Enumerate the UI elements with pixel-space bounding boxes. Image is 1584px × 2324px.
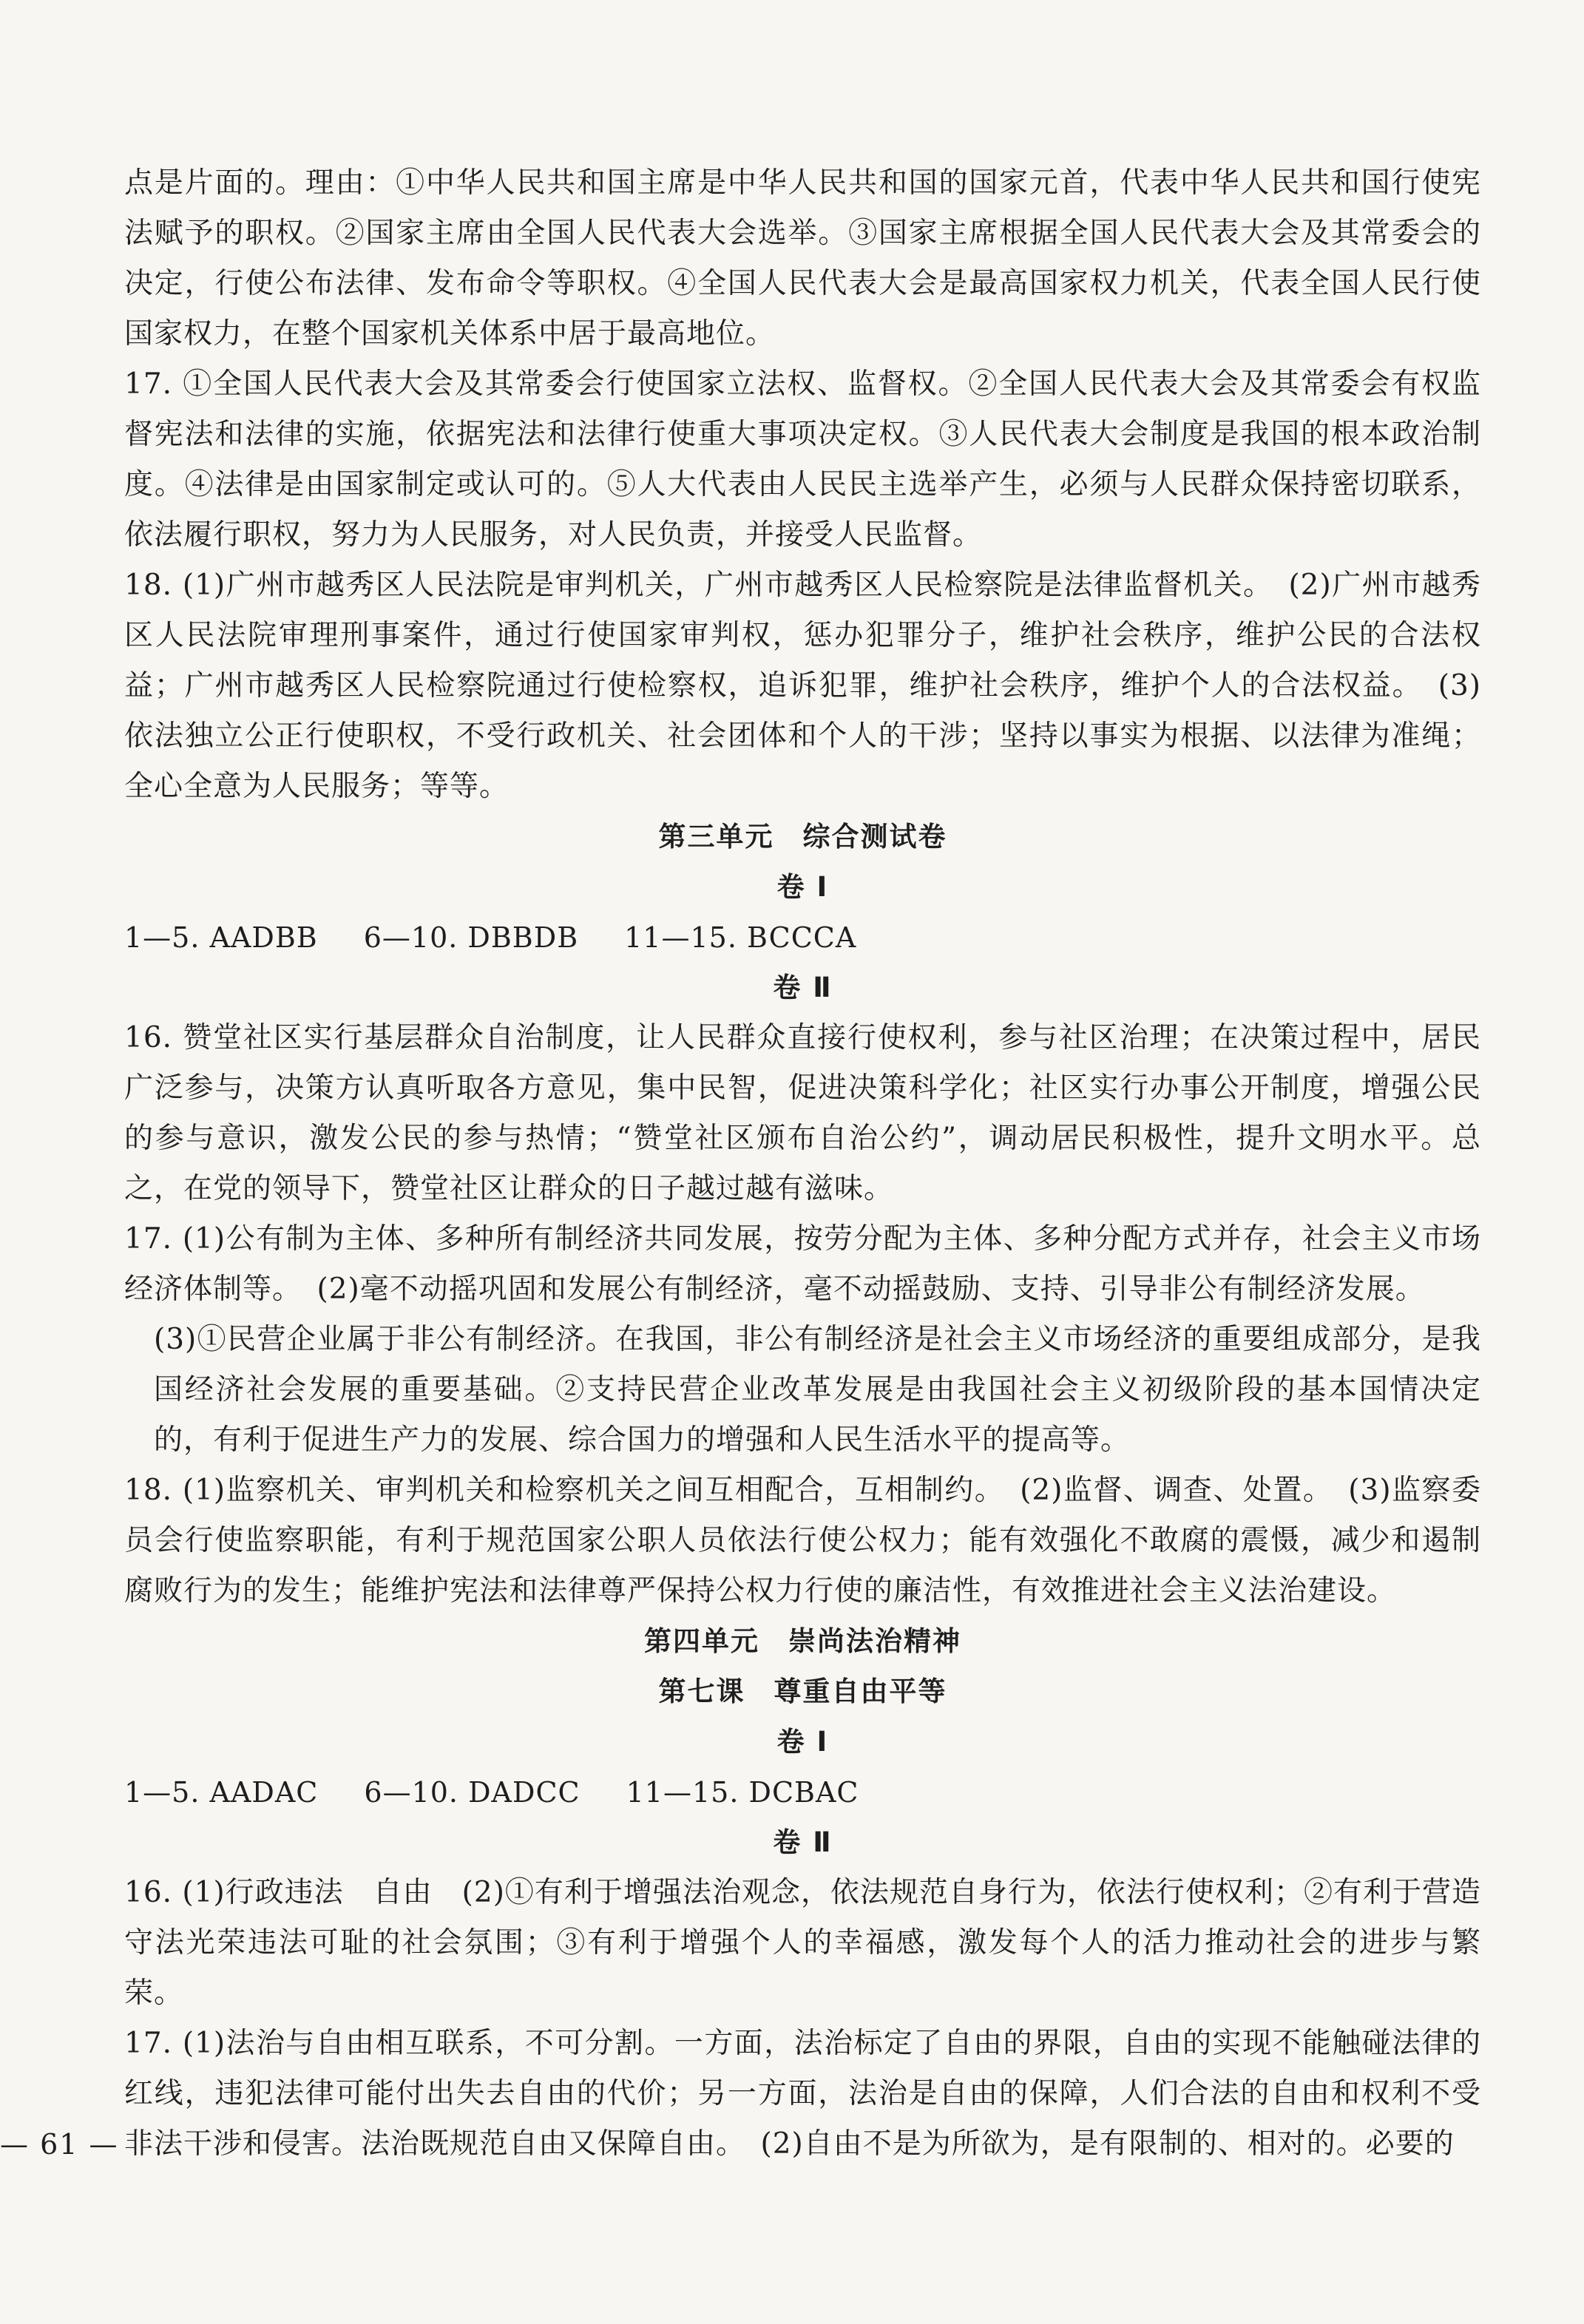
- unit-4-heading: 第四单元 崇尚法治精神: [644, 1625, 961, 1657]
- answer-18-unit3: 18. (1)监察机关、审判机关和检察机关之间互相配合，互相制约。 (2)监督、调查、处置。 (3)监察委员会行使监察职能，有利于规范国家公职人员依法行使公权力；能有效强化不敢腐的震慑，减少和遏制腐败行为的发生；能维护宪法和法律尊严保持公权力行使的廉洁性，有效推进社会主义法治建设。: [124, 1474, 1481, 1608]
- answer-group: 11—15. DCBAC: [626, 1776, 859, 1809]
- answer-group: 6—10. DADCC: [364, 1776, 581, 1809]
- answer-17-unit2: 17. ①全国人民代表大会及其常委会行使国家立法权、监督权。②全国人民代表大会及其常委会有权监督宪法和法律的实施，依据宪法和法律行使重大事项决定权。③人民代表大会制度是我国的根本政治制度。④法律是由国家制定或认可的。⑤人大代表由人民民主选举产生，必须与人民群众保持密切联系，依法履行职权，努力为人民服务，对人民负责，并接受人民监督。: [124, 367, 1481, 552]
- answer-group: 1—5. AADBB: [124, 921, 318, 954]
- answer-group: 6—10. DBBDB: [363, 921, 579, 954]
- answer-17-unit3: 17. (1)公有制为主体、多种所有制经济共同发展，按劳分配为主体、多种分配方式并存，社会主义市场经济体制等。 (2)毫不动摇巩固和发展公有制经济，毫不动摇鼓励、支持、引导非公有制经济发展。: [124, 1222, 1481, 1306]
- lesson-7-heading: 第七课 尊重自由平等: [658, 1676, 947, 1707]
- paragraph: 点是片面的。理由：①中华人民共和国主席是中华人民共和国的国家元首，代表中华人民共和国行使宪法赋予的职权。②国家主席由全国人民代表大会选举。③国家主席根据全国人民代表大会及其常委会的决定，行使公布法律、发布命令等职权。④全国人民代表大会是最高国家权力机关，代表全国人民行使国家权力，在整个国家机关体系中居于最高地位。: [124, 166, 1481, 350]
- answer-16-lesson7: 16. (1)行政违法 自由 (2)①有利于增强法治观念，依法规范自身行为，依法行使权利；②有利于营造守法光荣违法可耻的社会氛围；③有利于增强个人的幸福感，激发每个人的活力推动社会的进步与繁荣。: [124, 1876, 1481, 2010]
- multiple-choice-answers: [124, 912, 1481, 963]
- volume-2-heading: 卷 Ⅱ: [773, 1826, 833, 1858]
- answer-18-unit2: 18. (1)广州市越秀区人民法院是审判机关，广州市越秀区人民检察院是法律监督机关。 (2)广州市越秀区人民法院审理刑事案件，通过行使国家审判权，惩办犯罪分子，维护社会秩序，维护公民的合法权益；广州市越秀区人民检察院通过行使检察权，追诉犯罪，维护社会秩序，维护个人的合法权益。 (3)依法独立公正行使职权，不受行政机关、社会团体和个人的干涉；坚持以事实为根据、以法律为准绳；全心全意为人民服务；等等。: [124, 569, 1481, 803]
- page-number: — 61 —: [0, 2128, 119, 2161]
- answer-group: 1—5. AADAC: [124, 1776, 319, 1809]
- answer-group: 11—15. BCCCA: [624, 921, 857, 954]
- multiple-choice-answers: [124, 1767, 1481, 1817]
- volume-1-heading: 卷 Ⅰ: [776, 871, 829, 903]
- unit-3-heading: 第三单元 综合测试卷: [658, 821, 947, 853]
- volume-2-heading: 卷 Ⅱ: [773, 972, 833, 1003]
- answer-17-3-unit3: (3)①民营企业属于非公有制经济。在我国，非公有制经济是社会主义市场经济的重要组成部分，是我国经济社会发展的重要基础。②支持民营企业改革发展是由我国社会主义初级阶段的基本国情决定的，有利于促进生产力的发展、综合国力的增强和人民生活水平的提高等。: [154, 1323, 1481, 1457]
- answer-page: [124, 158, 1481, 2169]
- answer-16-unit3: 16. 赞堂社区实行基层群众自治制度，让人民群众直接行使权利，参与社区治理；在决策过程中，居民广泛参与，决策方认真听取各方意见，集中民智，促进决策科学化；社区实行办事公开制度，增强公民的参与意识，激发公民的参与热情；“赞堂社区颁布自治公约”，调动居民积极性，提升文明水平。总之，在党的领导下，赞堂社区让群众的日子越过越有滋味。: [124, 1021, 1481, 1205]
- volume-1-heading: 卷 Ⅰ: [776, 1726, 829, 1758]
- answer-17-lesson7: 17. (1)法治与自由相互联系，不可分割。一方面，法治标定了自由的界限，自由的实现不能触碰法律的红线，违犯法律可能付出失去自由的代价；另一方面，法治是自由的保障，人们合法的自由和权利不受非法干涉和侵害。法治既规范自由又保障自由。 (2)自由不是为所欲为，是有限制的、相对的。必要的: [124, 2027, 1481, 2161]
